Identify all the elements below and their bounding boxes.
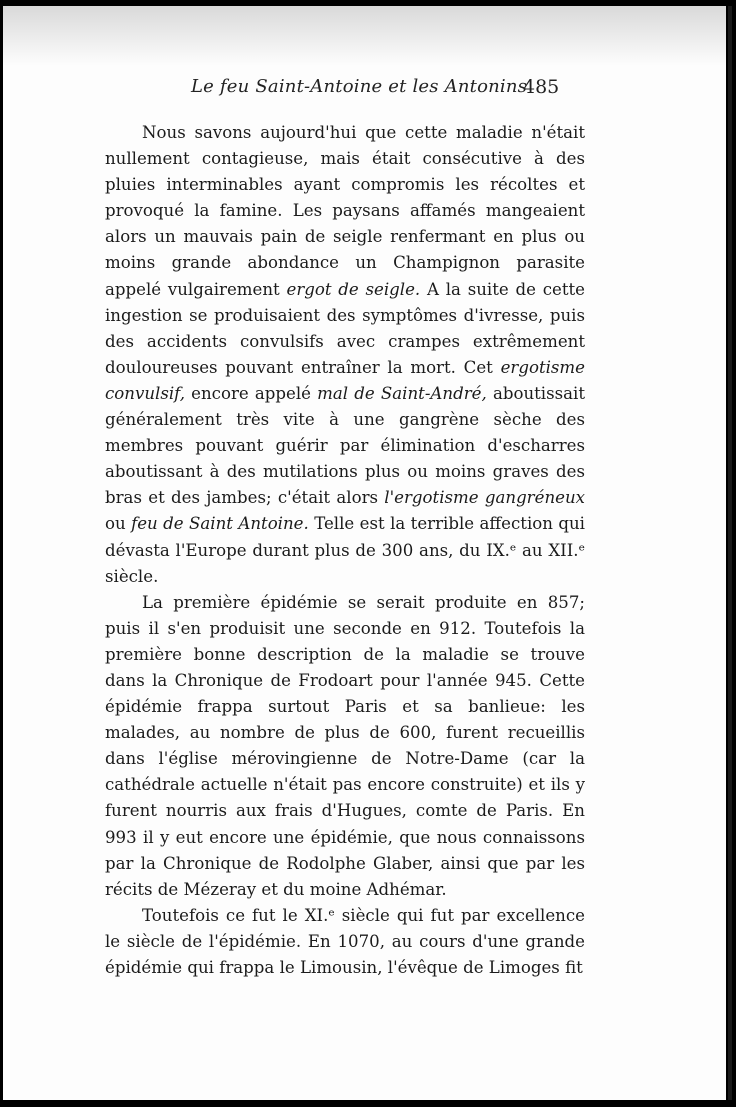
body-text [105, 120, 585, 981]
text-span: Toutefois ce fut le XI.ᵉ siècle qui fut par excellence le siècle de l'épidémie. En 1070, au cours d'une grande épidémie qui frappa le Limousin, l'évêque de Limoges fit [105, 905, 585, 977]
italic-term: feu de Saint Antoine. [131, 514, 309, 534]
paragraph-1 [105, 120, 585, 590]
italic-term: ergot de seigle. [286, 279, 421, 299]
running-title: Le feu Saint-Antoine et les Antonins [191, 76, 528, 97]
scan-edge-rule [728, 6, 732, 1100]
text-span: ou [105, 514, 132, 534]
paragraph-2 [105, 590, 585, 903]
italic-term: mal de Saint-André, [317, 383, 487, 403]
text-span: A la suite de cette ingestion se produisaient des symptômes d'ivresse, puis des accidents convulsifs avec crampes extrêmement douloureuses pouvant entraîner la mort. Cet [105, 279, 585, 377]
text-span: Telle est la terrible affection qui dévasta l'Europe durant plus de 300 ans, du IX.ᵉ au XII.ᵉ siècle. [105, 514, 585, 586]
book-page [3, 6, 726, 1100]
text-span: aboutissait généralement très vite à une gangrène sèche des membres pouvant guérir par élimination d'escharres aboutissant à des mutilations plus ou moins graves des bras et des jambes; c'était alors [105, 383, 586, 508]
page-number: 485 [523, 76, 560, 98]
text-span: La première épidémie se serait produite en 857; puis il s'en produisit une seconde en 912. Toutefois la première bonne description de la maladie se trouve dans la Chronique de Frodoart pour l'année 945. Cette épidémie frappa surtout Paris et sa banlieue: les malades, au nombre de plus de 600, furent recueillis dans l'église mérovingienne de Notre-Dame (car la cathédrale actuelle n'était pas encore construite) et ils y furent nourris aux frais d'Hugues, comte de Paris. En 993 il y eut encore une épidémie, que nous connaissons par la Chronique de Rodolphe Glaber, ainsi que par les récits de Mézeray et du moine Adhémar. [105, 592, 585, 899]
text-span: encore appelé [185, 383, 318, 403]
italic-term: l'ergotisme gangréneux [384, 488, 585, 508]
running-header [3, 76, 726, 106]
paragraph-3 [105, 903, 585, 981]
italic-term: ergotisme convulsif, [105, 357, 585, 403]
text-span: Nous savons aujourd'hui que cette maladie n'était nullement contagieuse, mais était consécutive à des pluies interminables ayant compromis les récoltes et provoqué la famine. Les paysans affamés mangeaient alors un mauvais pain de seigle renfermant en plus ou moins grande abondance un Champignon parasite appelé vulgairement [105, 123, 585, 299]
